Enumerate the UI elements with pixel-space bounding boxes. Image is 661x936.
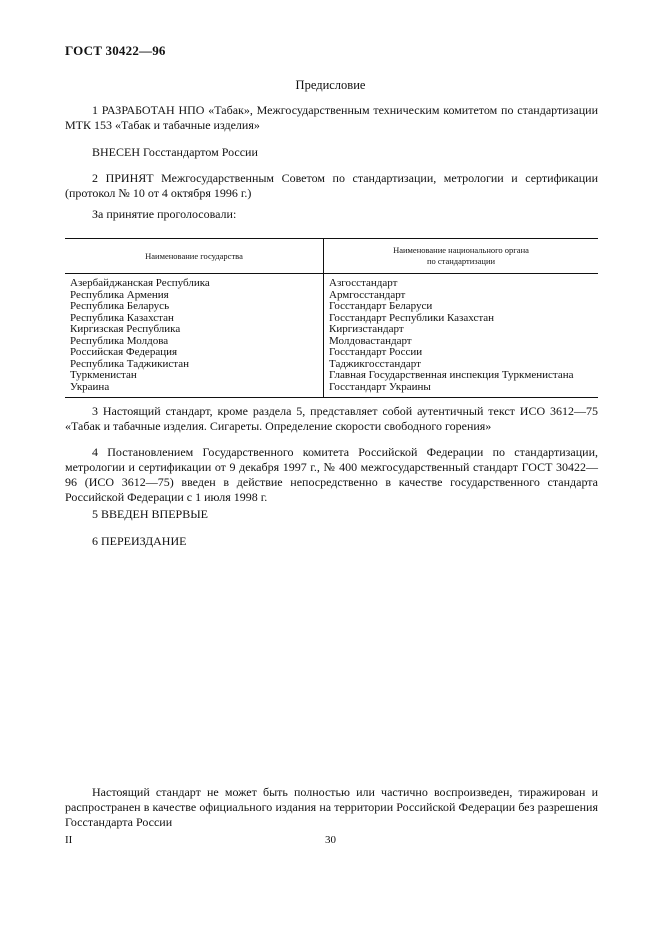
standards-body-name: Армгосстандарт <box>329 288 406 301</box>
voting-table-body-row <box>65 274 598 398</box>
state-name: Республика Казахстан <box>70 311 174 324</box>
state-name: Республика Армения <box>70 288 169 301</box>
state-name: Республика Беларусь <box>70 300 170 312</box>
vote-intro: За принятие проголосовали: <box>92 207 237 221</box>
document-code: ГОСТ 30422—96 <box>65 43 166 58</box>
standards-body-name: Азгосстандарт <box>329 277 398 289</box>
standards-body-name: Главная Государственная инспекция Туркменистана <box>329 369 574 381</box>
state-name: Российская Федерация <box>70 346 178 358</box>
page-number: 30 <box>325 834 336 846</box>
standards-body-name: Госстандарт Республики Казахстан <box>329 311 495 324</box>
standards-body-name: Молдовастандарт <box>329 334 412 347</box>
preface-item-1-introduced: ВНЕСЕН Госстандартом России <box>92 145 258 159</box>
state-name: Украина <box>70 380 110 393</box>
preface-title: Предисловие <box>295 78 366 92</box>
col-header-body <box>324 239 599 274</box>
voting-table-header-row <box>65 239 598 274</box>
roman-folio: II <box>65 834 73 846</box>
preface-item-2: 2 ПРИНЯТ Межгосударственным Советом по стандартизации, метрологии и сертификации (протокол № 10 от 4 октября 1996 г.) <box>65 171 598 200</box>
body-list <box>324 274 599 398</box>
preface-item-6: 6 ПЕРЕИЗДАНИЕ <box>92 534 187 548</box>
state-name: Азербайджанская Республика <box>70 277 210 289</box>
col-header-body-line2: по стандартизации <box>426 256 496 266</box>
preface-item-5: 5 ВВЕДЕН ВПЕРВЫЕ <box>92 507 208 521</box>
preface-item-1: 1 РАЗРАБОТАН НПО «Табак», Межгосударственным техническим комитетом по стандартизации МТК 153 «Табак и табачные изделия» <box>65 103 598 132</box>
state-name: Республика Молдова <box>70 334 169 347</box>
standards-body-name: Госстандарт Украины <box>329 380 431 393</box>
copyright-notice: Настоящий стандарт не может быть полностью или частично воспроизведен, тиражирован и распространен в качестве официального издания на территории Российской Федерации без разрешения Госстандарта России <box>65 785 598 829</box>
voting-table <box>65 238 598 398</box>
preface-item-3: 3 Настоящий стандарт, кроме раздела 5, представляет собой аутентичный текст ИСО 3612—75 «Табак и табачные изделия. Сигареты. Определение скорости свободного горения» <box>65 404 598 433</box>
col-header-body-line1: Наименование национального органа <box>393 245 529 255</box>
standards-body-name: Таджикгосстандарт <box>329 357 421 370</box>
preface-item-4: 4 Постановлением Государственного комитета Российской Федерации по стандартизации, метрологии и сертификации от 9 декабря 1997 г., № 400 межгосударственный стандарт ГОСТ 30422—96 (ИСО 3612—75) введен в действие непосредственно в качестве государственного стандарта Российской Федерации с 1 июля 1998 г. <box>65 445 598 504</box>
state-name: Киргизская Республика <box>70 323 181 335</box>
standards-body-name: Госстандарт Беларуси <box>329 300 433 312</box>
state-name: Туркменистан <box>70 369 137 381</box>
standards-body-name: Киргизстандарт <box>329 323 404 335</box>
col-header-state: Наименование государства <box>65 239 324 274</box>
state-list <box>65 274 324 398</box>
standards-body-name: Госстандарт России <box>329 346 423 358</box>
state-name: Республика Таджикистан <box>70 357 189 370</box>
